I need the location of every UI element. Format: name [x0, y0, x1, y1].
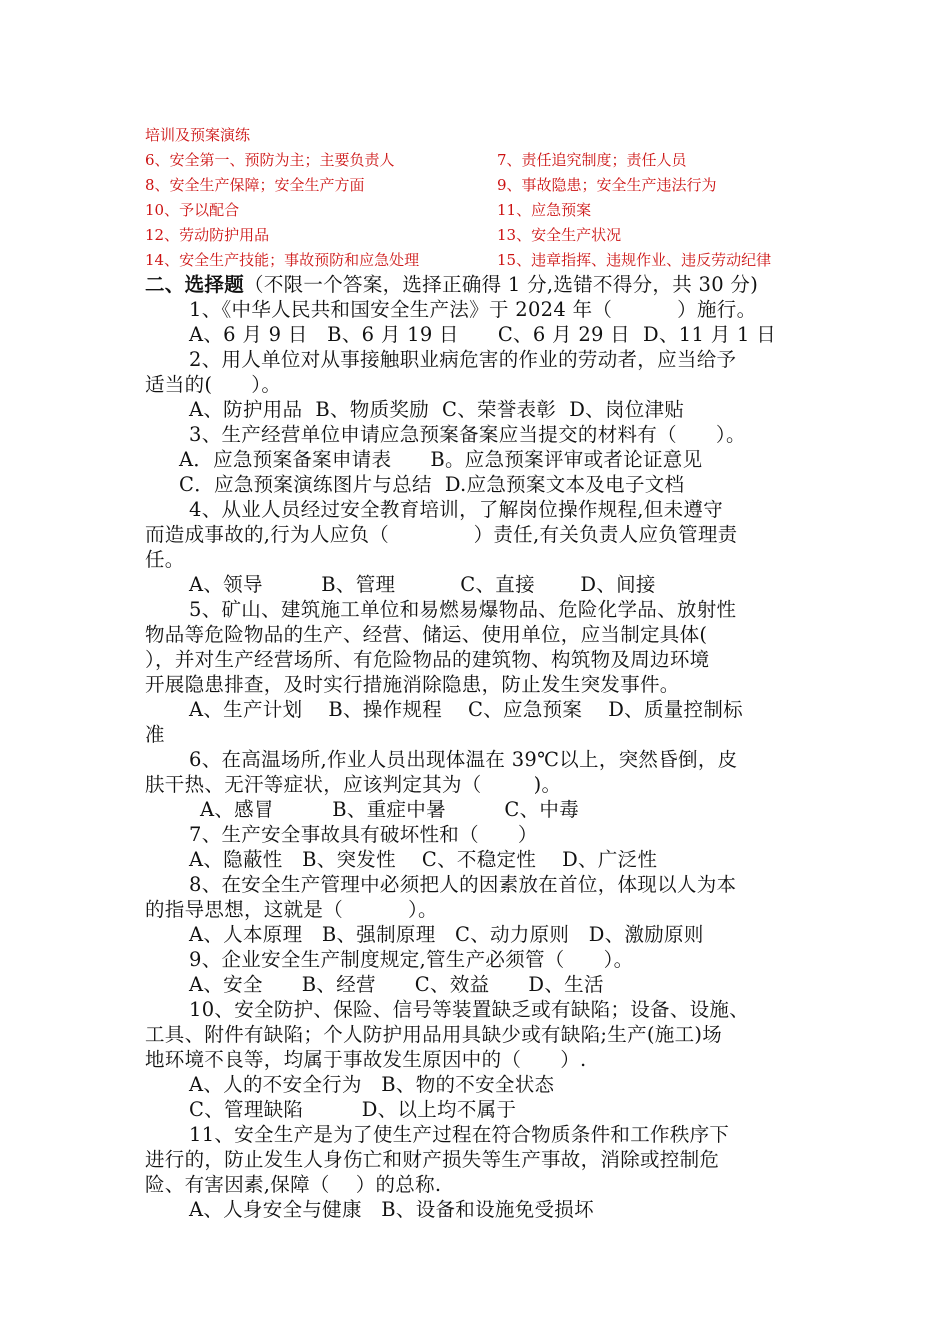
answer-key	[145, 123, 825, 273]
question-line: 开展隐患排查，及时实行措施消除隐患，防止发生突发事件。	[145, 673, 680, 696]
answer-line: 培训及预案演练	[145, 126, 251, 144]
option-line: A、人的不安全行为 B、物的不安全状态	[189, 1073, 555, 1096]
question-line: 4、从业人员经过安全教育培训，了解岗位操作规程,但未遵守	[189, 498, 724, 521]
answer-left: 6、安全第一、预防为主；主要负责人	[145, 151, 395, 169]
question-line: 3、生产经营单位申请应急预案备案应当提交的材料有（ ）。	[189, 423, 746, 446]
option-line: 准	[145, 723, 165, 746]
option-line: A、安全 B、经营 C、效益 D、生活	[189, 973, 604, 996]
question-line: 肤干热、无汗等症状，应该判定其为（ )。	[145, 773, 562, 796]
question-line: 11、安全生产是为了使生产过程在符合物质条件和工作秩序下	[189, 1123, 730, 1146]
option-line: A、生产计划 B、操作规程 C、应急预案 D、质量控制标	[189, 698, 743, 721]
option-line: A、领导 B、管理 C、直接 D、间接	[189, 573, 656, 596]
question-line: 9、企业安全生产制度规定,管生产必须管（ ）。	[189, 948, 634, 971]
section-title: 二、选择题	[145, 273, 245, 296]
answer-right: 11、应急预案	[497, 201, 592, 219]
question-line: 2、用人单位对从事接触职业病危害的作业的劳动者，应当给予	[189, 348, 737, 371]
question-line: 进行的，防止发生人身伤亡和财产损失等生产事故，消除或控制危	[145, 1148, 720, 1171]
answer-left: 8、安全生产保障；安全生产方面	[145, 176, 365, 194]
answer-right: 15、违章指挥、违规作业、违反劳动纪律	[497, 251, 772, 269]
question-line: 而造成事故的,行为人应负（ ）责任,有关负责人应负管理责	[145, 523, 738, 546]
question-line: 地环境不良等，均属于事故发生原因中的（ ）.	[145, 1048, 587, 1071]
option-line: A、防护用品 B、物质奖励 C、荣誉表彰 D、岗位津贴	[189, 398, 685, 421]
question-line: 10、安全防护、保险、信号等装置缺乏或有缺陷；设备、设施、	[189, 998, 750, 1021]
question-line: 8、在安全生产管理中必须把人的因素放在首位，体现以人为本	[189, 873, 737, 896]
answer-right: 9、事故隐患；安全生产违法行为	[497, 176, 717, 194]
answer-left: 10、予以配合	[145, 201, 240, 219]
question-line: 工具、附件有缺陷；个人防护用品用具缺少或有缺陷;生产(施工)场	[145, 1023, 723, 1046]
answer-left: 14、安全生产技能；事故预防和应急处理	[145, 251, 420, 269]
question-line: 6、在高温场所,作业人员出现体温在 39℃以上，突然昏倒，皮	[189, 748, 738, 771]
question-line: ），并对生产经营场所、有危险物品的建筑物、构筑物及周边环境	[145, 648, 710, 671]
question-line: 7、生产安全事故具有破坏性和（ ）	[189, 823, 538, 846]
section-heading	[145, 272, 809, 297]
option-line: C．应急预案演练图片与总结 D.应急预案文本及电子文档	[179, 473, 685, 496]
answer-row	[145, 148, 825, 173]
section-note: （不限一个答案，选择正确得 1 分,选错不得分，共 30 分)	[244, 273, 759, 296]
answer-row	[145, 223, 825, 248]
answer-right: 13、安全生产状况	[497, 226, 622, 244]
answer-row	[145, 248, 825, 273]
question-section	[145, 272, 809, 1222]
answer-left: 12、劳动防护用品	[145, 226, 270, 244]
option-line: A、6 月 9 日 B、6 月 19 日 C、6 月 29 日 D、11 月 1 日	[189, 323, 777, 346]
question-line: 物品等危险物品的生产、经营、储运、使用单位，应当制定具体(	[145, 623, 708, 646]
option-line: A、人身安全与健康 B、设备和设施免受损坏	[189, 1198, 594, 1221]
option-line: A、隐蔽性 B、突发性 C、不稳定性 D、广泛性	[189, 848, 658, 871]
option-line: A、感冒 B、重症中暑 C、中毒	[200, 798, 580, 821]
question-line: 适当的( ）。	[145, 373, 282, 396]
question-line: 任。	[145, 548, 185, 571]
answer-right: 7、责任追究制度；责任人员	[497, 151, 687, 169]
answer-row	[145, 198, 825, 223]
question-line: 5、矿山、建筑施工单位和易燃易爆物品、危险化学品、放射性	[189, 598, 737, 621]
question-line: 险、有害因素,保障（ ）的总称.	[145, 1173, 442, 1196]
question-line: 的指导思想，这就是（ ）。	[145, 898, 438, 921]
answer-row	[145, 173, 825, 198]
option-line: A．应急预案备案申请表 B。应急预案评审或者论证意见	[179, 448, 703, 471]
option-line: A、人本原理 B、强制原理 C、动力原则 D、激励原则	[189, 923, 704, 946]
question-line: 1、《中华人民共和国安全生产法》于 2024 年（ ）施行。	[189, 298, 757, 321]
option-line: C、管理缺陷 D、以上均不属于	[189, 1098, 517, 1121]
